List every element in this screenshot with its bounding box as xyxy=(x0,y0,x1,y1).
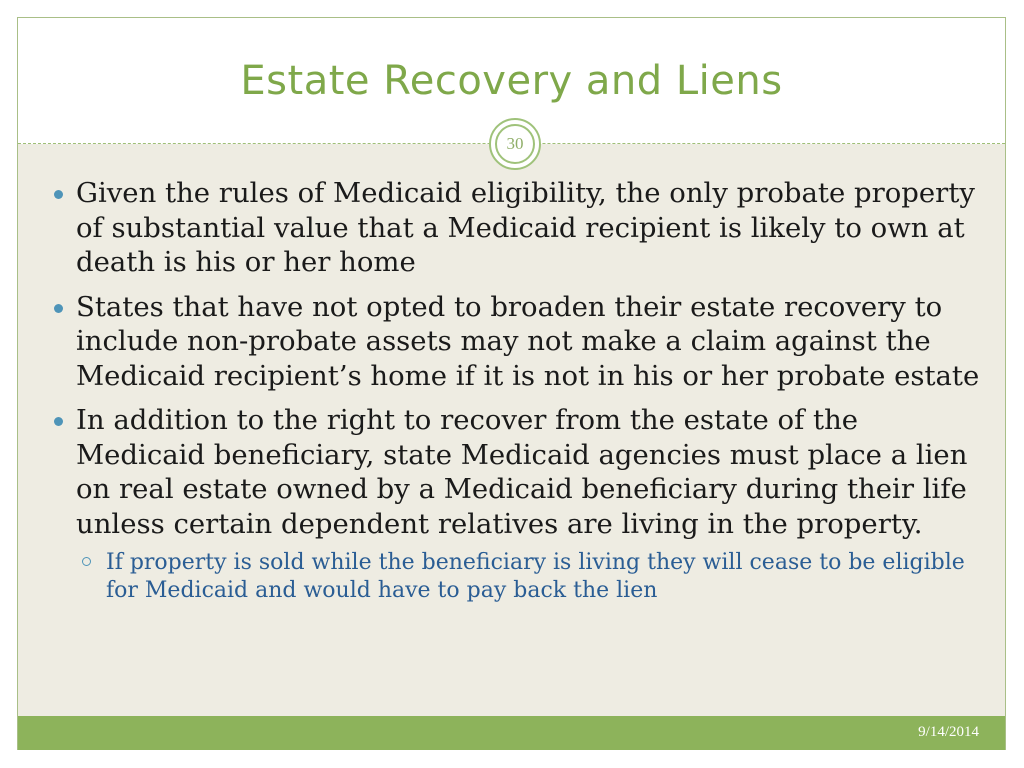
bullet-text: Given the rules of Medicaid eligibility, the only probate property of substantial value that a Medicaid recipient is likely to own at death is his or her home xyxy=(76,177,975,278)
page-number-badge xyxy=(489,118,541,170)
bullet-text: In addition to the right to recover from the estate of the Medicaid beneficiary, state Medicaid agencies must place a lien on real estate owned by a Medicaid beneficiary during their life unless certain dependent relatives are living in the property. xyxy=(76,404,968,540)
bullet-dot-icon xyxy=(54,304,63,313)
sub-bullet-text: If property is sold while the beneficiary is living they will cease to be eligible for Medicaid and would have to pay back the lien xyxy=(106,550,965,603)
slide-title: Estate Recovery and Liens xyxy=(240,58,783,104)
bullet-text: States that have not opted to broaden their estate recovery to include non-probate assets may not make a claim against the Medicaid recipient’s home if it is not in his or her probate estate xyxy=(76,290,980,392)
bullet-dot-icon xyxy=(54,190,63,199)
page-number: 30 xyxy=(495,124,535,164)
slide-date: 9/14/2014 xyxy=(918,724,979,740)
bullet-item xyxy=(52,290,992,394)
hollow-circle-bullet-icon xyxy=(82,557,91,566)
footer-bar xyxy=(18,716,1005,750)
sub-bullet-item xyxy=(52,549,992,605)
slide xyxy=(17,17,1006,750)
bullet-dot-icon xyxy=(54,417,63,426)
bullet-item xyxy=(52,403,992,541)
content-body xyxy=(52,176,992,605)
bullet-item xyxy=(52,176,992,280)
